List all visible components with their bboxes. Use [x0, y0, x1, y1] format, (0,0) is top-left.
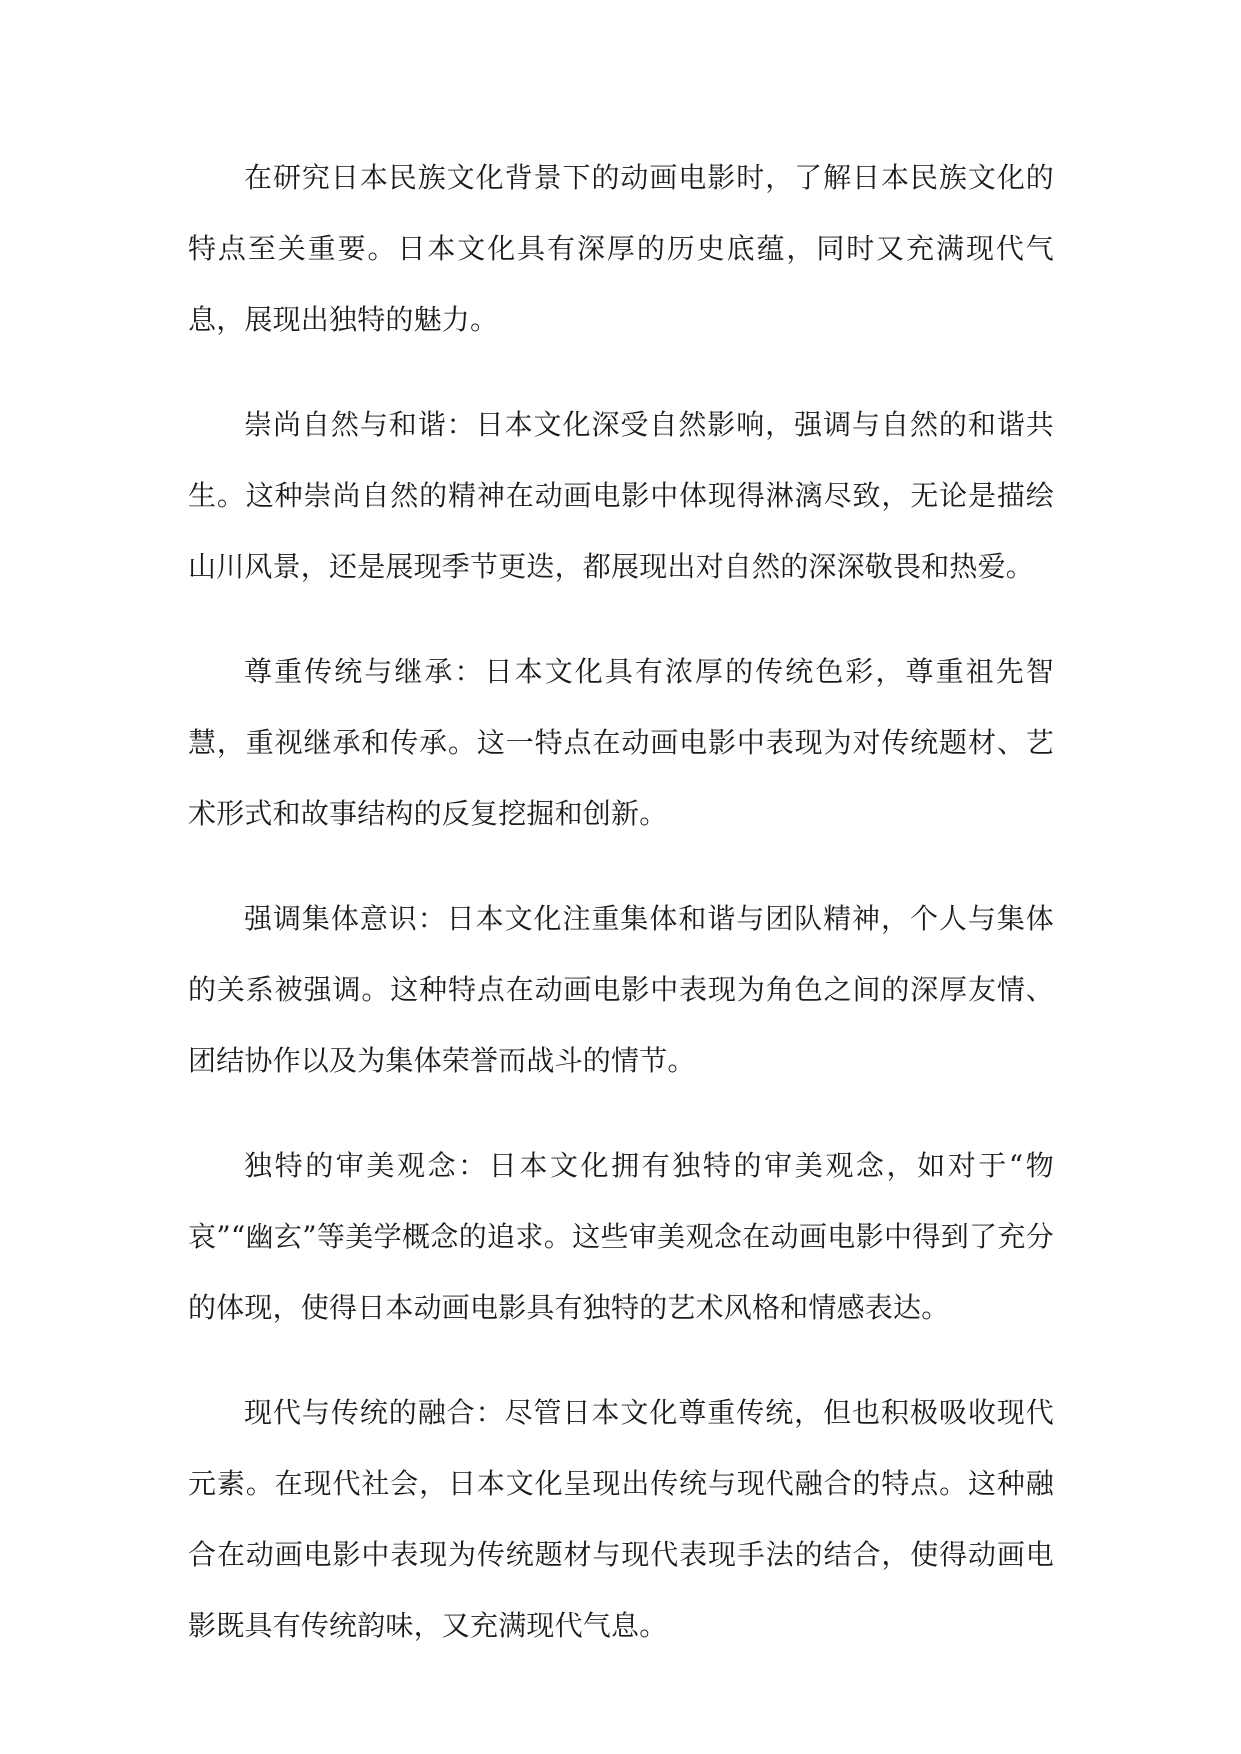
nature-harmony-paragraph: 崇尚自然与和谐：日本文化深受自然影响，强调与自然的和谐共生。这种崇尚自然的精神在动画电影中体现得淋漓尽致，无论是描绘山川风景，还是展现季节更迭，都展现出对自然的深深敬畏和热爱。 — [188, 408, 1054, 583]
modern-tradition-paragraph: 现代与传统的融合：尽管日本文化尊重传统，但也积极吸收现代元素。在现代社会，日本文化呈现出传统与现代融合的特点。这种融合在动画电影中表现为传统题材与现代表现手法的结合，使得动画电影既具有传统韵味，又充满现代气息。 — [188, 1396, 1054, 1642]
intro-paragraph: 在研究日本民族文化背景下的动画电影时，了解日本民族文化的特点至关重要。日本文化具有深厚的历史底蕴，同时又充满现代气息，展现出独特的魅力。 — [188, 161, 1054, 336]
document-body — [188, 142, 1054, 1695]
tradition-paragraph: 尊重传统与继承：日本文化具有浓厚的传统色彩，尊重祖先智慧，重视继承和传承。这一特点在动画电影中表现为对传统题材、艺术形式和故事结构的反复挖掘和创新。 — [188, 655, 1054, 830]
aesthetics-paragraph: 独特的审美观念：日本文化拥有独特的审美观念，如对于“物哀”“幽玄”等美学概念的追求。这些审美观念在动画电影中得到了充分的体现，使得日本动画电影具有独特的艺术风格和情感表达。 — [188, 1149, 1054, 1324]
collective-paragraph: 强调集体意识：日本文化注重集体和谐与团队精神，个人与集体的关系被强调。这种特点在动画电影中表现为角色之间的深厚友情、团结协作以及为集体荣誉而战斗的情节。 — [188, 902, 1054, 1077]
